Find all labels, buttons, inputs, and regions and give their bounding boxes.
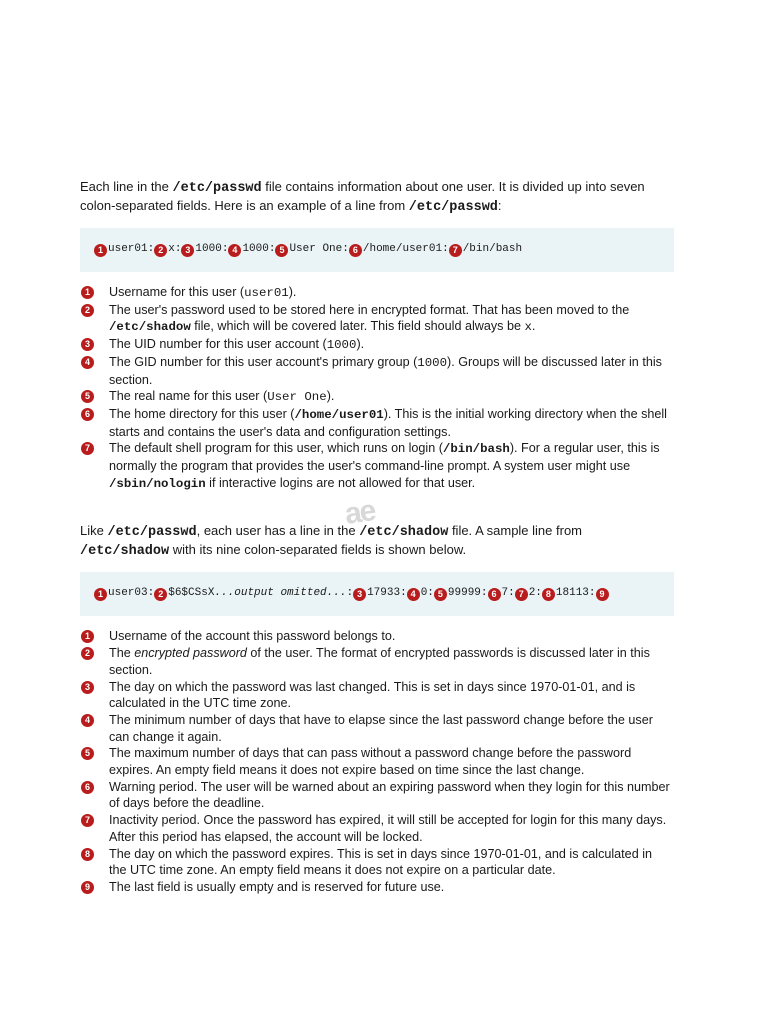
inline-code: /etc/shadow (109, 320, 191, 335)
item-text: file, which will be covered later. This field should always be (190, 319, 525, 334)
item-text: Inactivity period. Once the password has expired, it will still be accepted for login for this many days. After this period has elapsed, the account will be locked. (109, 813, 667, 844)
item-text: ). Groups will be discussed later in this section. (109, 354, 662, 387)
inline-code: User One (267, 390, 327, 405)
list-item (80, 645, 670, 678)
intro-text: Each line in the (80, 179, 173, 194)
list-item (80, 628, 670, 645)
code-field: 1000: (195, 243, 229, 255)
intro-text: Like (80, 523, 108, 539)
inline-code: /etc/passwd (107, 525, 197, 541)
callout-2-icon: 2 (81, 304, 94, 317)
list-item (80, 440, 670, 492)
code-field: 7: (501, 587, 515, 600)
callout-1-icon: 1 (94, 244, 107, 257)
intro-text: file. A sample line from (448, 523, 582, 539)
inline-code: /etc/passwd (408, 200, 498, 215)
item-text: Warning period. The user will be warned about an expiring password when they login for this number of days before the deadline. (109, 779, 670, 811)
code-field: : (346, 587, 354, 600)
item-text: ). For a regular user, this is normally the program that provides the user's command-line prompt. A system user might use (109, 441, 660, 474)
inline-code: 1000 (417, 355, 448, 370)
item-text: The home directory for this user ( (109, 406, 295, 421)
callout-4-icon: 4 (407, 588, 420, 601)
list-item (80, 846, 670, 879)
item-text: The day on which the password was last changed. This is set in days since 1970-01-01, and is calculated in the UTC time zone. (109, 679, 636, 711)
callout-5-icon: 5 (434, 588, 447, 601)
item-text: The (109, 646, 135, 661)
inline-code: 1000 (326, 338, 357, 353)
callout-9-icon: 9 (81, 881, 94, 894)
code-field-omitted: ...output omitted... (214, 587, 347, 600)
code-field: user03: (108, 587, 155, 600)
shadow-field-list (80, 628, 670, 895)
inline-code: x (524, 320, 532, 335)
list-item (80, 812, 670, 845)
inline-code: /etc/shadow (80, 544, 170, 560)
callout-2-icon: 2 (81, 647, 94, 660)
list-item (80, 779, 670, 812)
item-text: The last field is usually empty and is reserved for future use. (109, 879, 445, 894)
inline-code: /etc/shadow (359, 525, 449, 541)
code-field: 1000: (242, 243, 276, 255)
callout-1-icon: 1 (81, 630, 94, 643)
item-text: of the user. The format of encrypted passwords is discussed later in this section. (109, 646, 650, 677)
callout-3-icon: 3 (353, 588, 366, 601)
intro-text: : (497, 198, 502, 213)
item-text: . (531, 319, 536, 334)
item-text: Username of the account this password belongs to. (109, 629, 396, 644)
inline-code: /bin/bash (442, 442, 510, 457)
item-text: ). This is the initial working directory when the shell starts and contains the user's data and configuration settings. (109, 406, 667, 439)
callout-3-icon: 3 (81, 681, 94, 694)
list-item (80, 302, 670, 336)
item-text: The minimum number of days that have to elapse since the last password change before the user can change it again. (109, 712, 653, 744)
code-field: $6$CSsX (168, 587, 215, 600)
inline-code: /home/user01 (294, 407, 384, 422)
inline-code: /etc/passwd (172, 181, 262, 196)
callout-5-icon: 5 (275, 244, 288, 257)
item-emphasis: encrypted password (134, 646, 247, 661)
passwd-example-block (80, 228, 674, 272)
item-text: ). (356, 337, 365, 352)
callout-1-icon: 1 (94, 588, 107, 601)
item-text: The UID number for this user account ( (109, 337, 327, 352)
list-item (80, 336, 670, 354)
item-text: The GID number for this user account's primary group ( (109, 354, 418, 369)
item-text: The day on which the password expires. This is set in days since 1970-01-01, and is calculated in the UTC time zone. An empty field means it does not expire on a particular date. (109, 846, 652, 878)
callout-2-icon: 2 (154, 588, 167, 601)
callout-6-icon: 6 (488, 588, 501, 601)
item-text: The real name for this user ( (109, 389, 268, 404)
list-item (80, 679, 670, 712)
list-item (80, 712, 670, 745)
callout-1-icon: 1 (81, 286, 94, 299)
callout-3-icon: 3 (181, 244, 194, 257)
passwd-intro (80, 178, 670, 216)
code-field: 0: (420, 587, 434, 600)
callout-4-icon: 4 (228, 244, 241, 257)
callout-8-icon: 8 (81, 848, 94, 861)
list-item (80, 284, 670, 302)
inline-code: /sbin/nologin (109, 476, 206, 491)
list-item (80, 354, 670, 388)
callout-3-icon: 3 (81, 338, 94, 351)
list-item (80, 388, 670, 406)
code-field: 17933: (367, 587, 407, 600)
watermark: ae (342, 494, 377, 531)
code-field: 18113: (555, 587, 596, 600)
callout-7-icon: 7 (449, 244, 462, 257)
code-field: User One: (289, 243, 349, 255)
callout-9-icon: 9 (596, 588, 609, 601)
item-text: The maximum number of days that can pass without a password change before the password expires. An empty field means it does not expire based on time since the last change. (109, 746, 632, 778)
item-text: ). (288, 285, 297, 299)
item-text: The default shell program for this user, which runs on login ( (109, 441, 443, 456)
list-item (80, 406, 670, 440)
document-page (80, 178, 670, 896)
shadow-example-block (80, 572, 674, 616)
code-field: 99999: (447, 587, 488, 600)
inline-code: user01 (244, 286, 289, 300)
intro-text: with its nine colon-separated fields is shown below. (169, 542, 467, 558)
callout-6-icon: 6 (349, 244, 362, 257)
callout-6-icon: 6 (81, 781, 94, 794)
callout-7-icon: 7 (515, 588, 528, 601)
callout-2-icon: 2 (154, 244, 167, 257)
passwd-field-list (80, 284, 670, 492)
list-item (80, 879, 670, 896)
item-text: The user's password used to be stored here in encrypted format. That has been moved to the (109, 302, 630, 317)
code-field: 2: (528, 587, 542, 600)
code-field: /bin/bash (462, 243, 523, 255)
item-text: Username for this user ( (109, 285, 245, 299)
callout-4-icon: 4 (81, 356, 94, 369)
code-field: x: (168, 243, 182, 255)
callout-7-icon: 7 (81, 442, 94, 455)
item-text: ). (326, 389, 335, 404)
code-field: user01: (108, 243, 155, 255)
list-item (80, 745, 670, 778)
callout-4-icon: 4 (81, 714, 94, 727)
intro-text: file contains information about one user. It is divided up into seven colon-separated fields. Here is an example of a line from (80, 179, 645, 213)
callout-5-icon: 5 (81, 390, 94, 403)
intro-text: , each user has a line in the (196, 523, 360, 539)
callout-8-icon: 8 (542, 588, 555, 601)
shadow-intro (80, 522, 670, 560)
callout-6-icon: 6 (81, 408, 94, 421)
callout-5-icon: 5 (81, 747, 94, 760)
callout-7-icon: 7 (81, 814, 94, 827)
code-field: /home/user01: (362, 243, 449, 255)
item-text: if interactive logins are not allowed for that user. (205, 475, 476, 490)
